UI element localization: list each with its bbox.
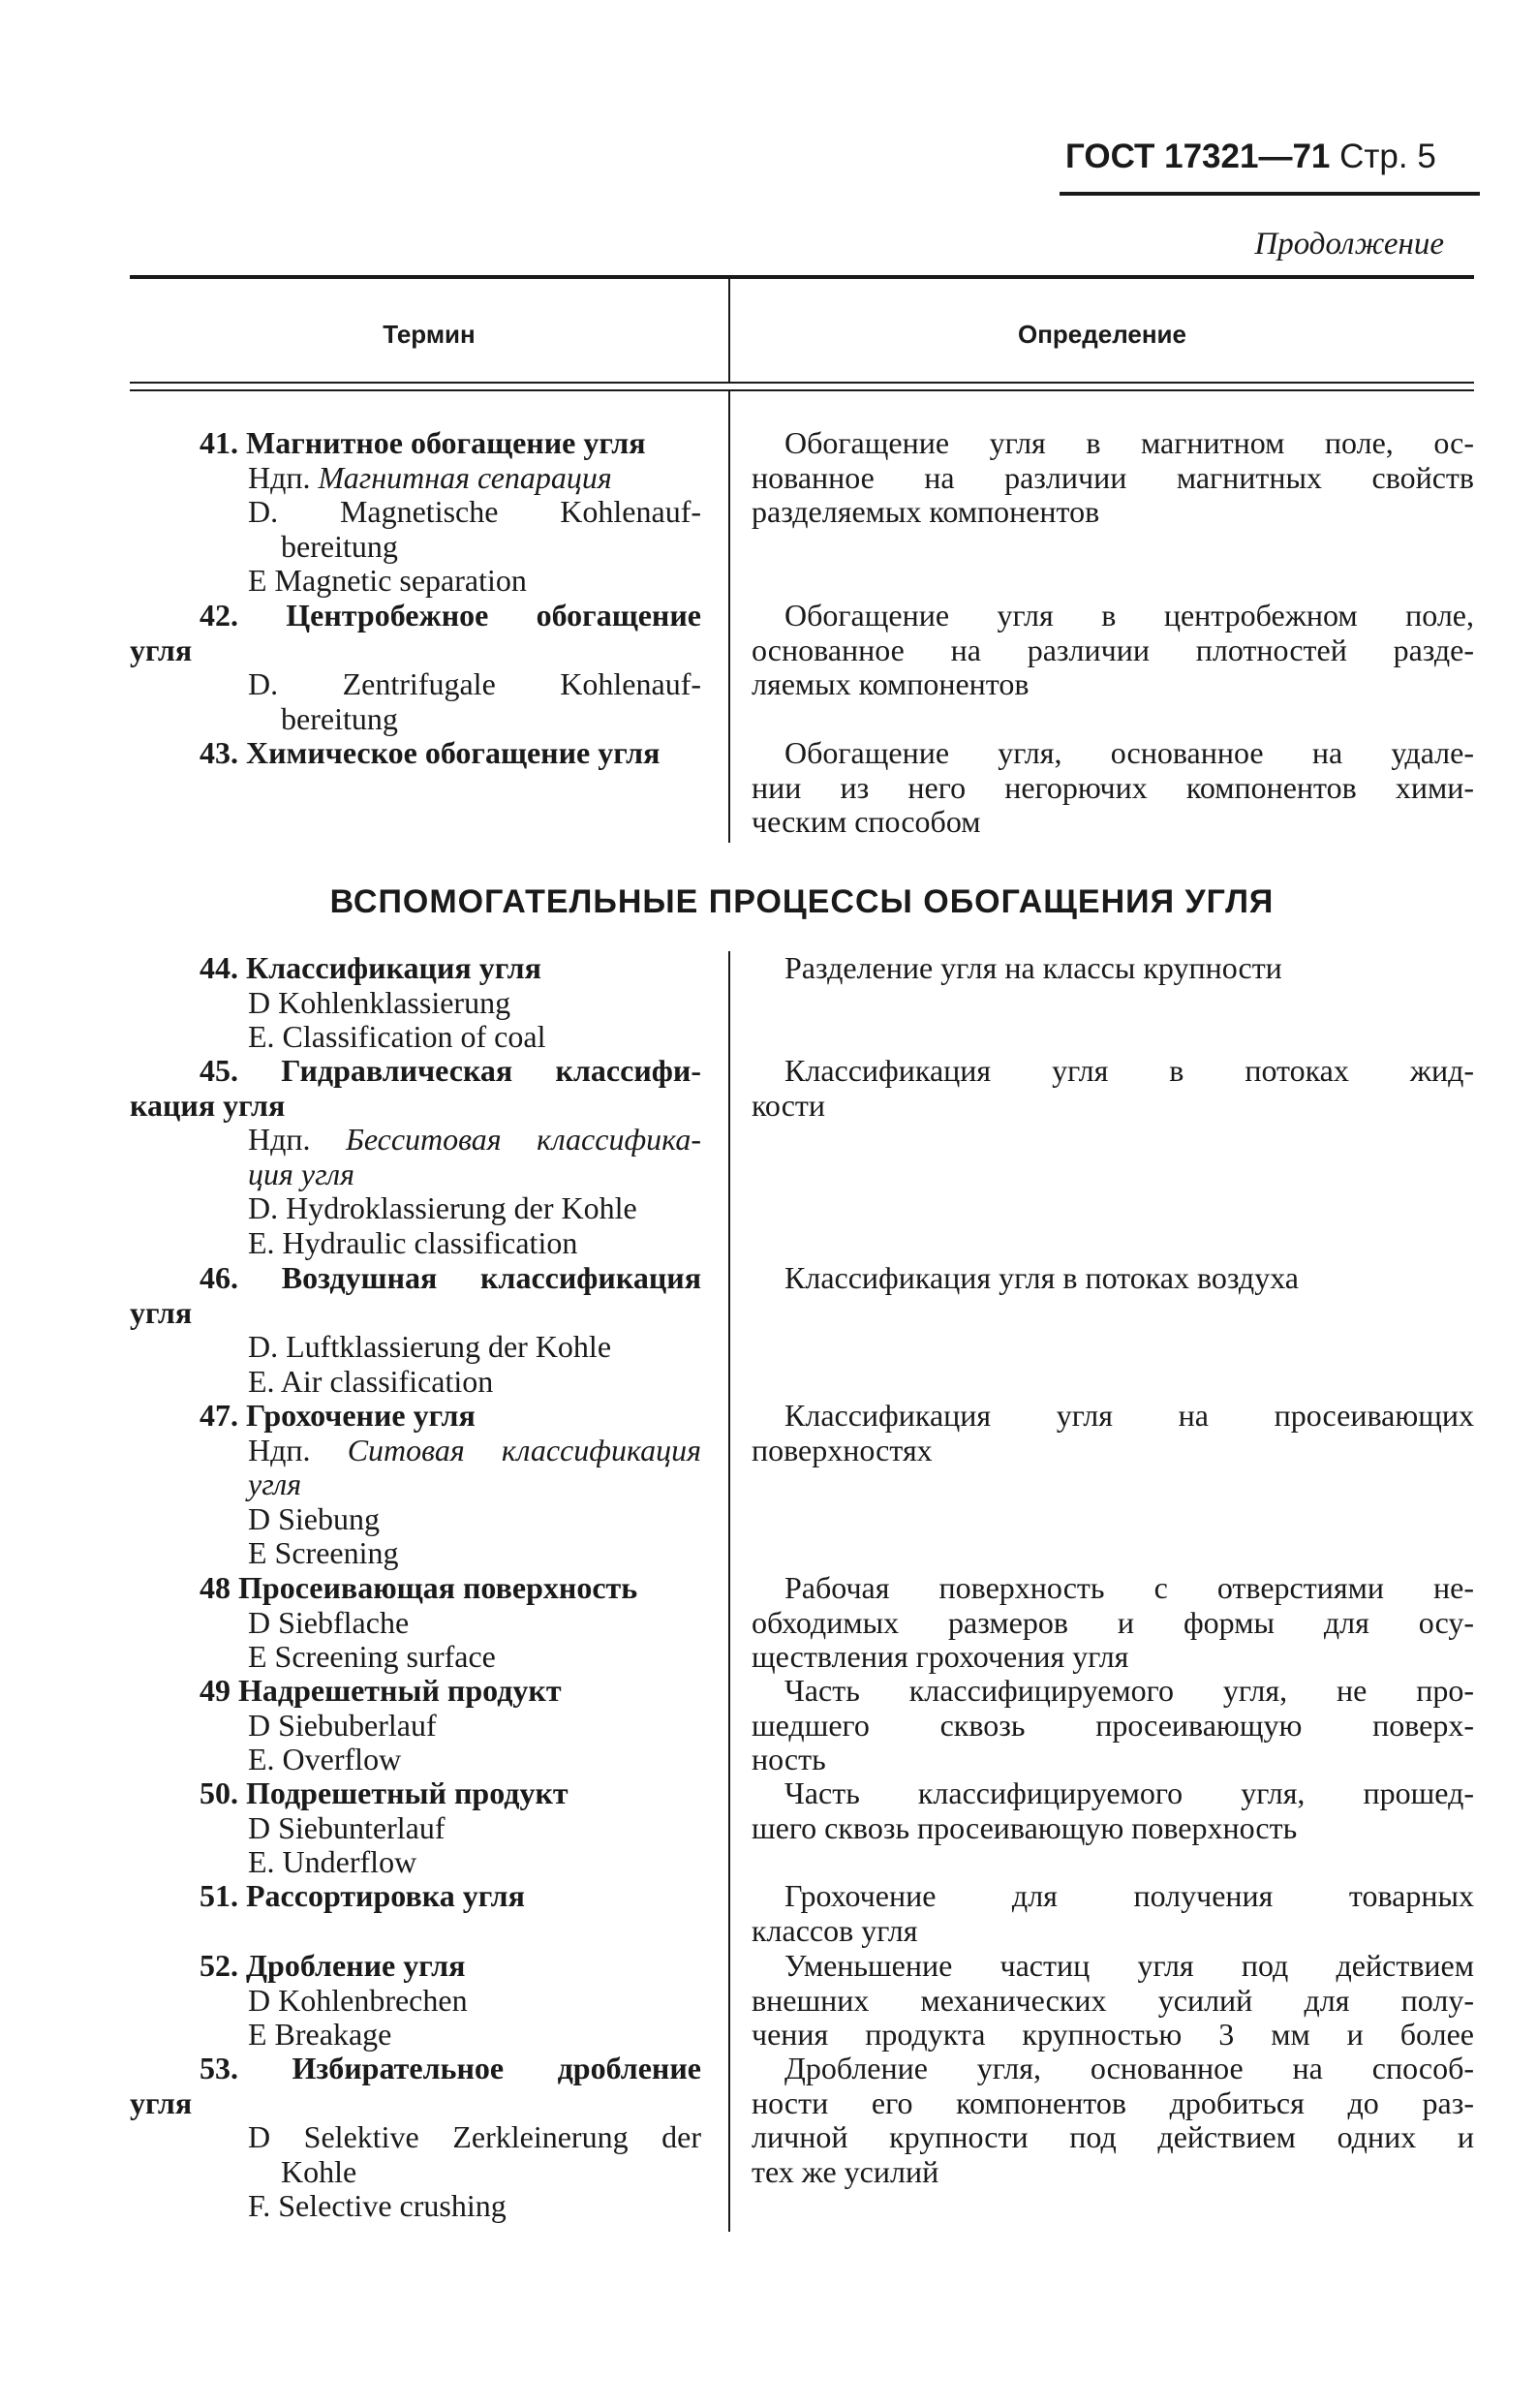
definition-53: Дробление угля, основанное на способ- ности его компонентов дробиться до раз- личной крупности под действием одних и тех же усилий: [752, 2051, 1474, 2189]
term-44: 44. Классификация угля D Kohlenklassierung E. Classification of coal: [200, 950, 546, 1054]
table-top-rule: [130, 275, 1474, 279]
definition-41: Обогащение угля в магнитном поле, ос- нованное на различии магнитных свойств разделяемых компонентов: [752, 425, 1474, 529]
column-header-term: Термин: [383, 320, 476, 349]
section-title: ВСПОМОГАТЕЛЬНЫЕ ПРОЦЕССЫ ОБОГАЩЕНИЯ УГЛЯ: [329, 883, 1275, 920]
page-header: [1065, 138, 1436, 176]
table-header-rule-1: [130, 382, 1474, 384]
header-rule: [1060, 192, 1480, 196]
definition-49: Часть классифицируемого угля, не про- шедшего сквозь просеивающую поверх- ность: [752, 1673, 1474, 1776]
definition-46: Классификация угля в потоках воздуха: [784, 1260, 1299, 1295]
definition-47: Классификация угля на просеивающих поверхностях: [752, 1398, 1474, 1467]
definition-50: Часть классифицируемого угля, прошед- шего сквозь просеивающую поверхность: [752, 1775, 1474, 1845]
term-41: 41. Магнитное обогащение угля Ндп. Магнитная сепарация D. Magnetische Kohlenauf- bereitung E Magnetic separation: [200, 425, 701, 598]
definition-43: Обогащение угля, основанное на удале- нии из него негорючих компонентов хими- ческим способом: [752, 735, 1474, 839]
term-43: 43. Химическое обогащение угля: [200, 735, 661, 770]
term-50: 50. Подрешетный продукт D Siebunterlauf E. Underflow: [200, 1775, 569, 1879]
term-52: 52. Дробление угля D Kohlenbrechen E Breakage: [200, 1948, 468, 2052]
term-53: 53. Избирательное дробление угля D Selektive Zerkleinerung der Kohle F. Selective crushing: [130, 2051, 701, 2223]
column-divider-upper: [728, 391, 730, 843]
term-49: 49 Надрешетный продукт D Siebuberlauf E. Overflow: [200, 1673, 562, 1776]
table-header-rule-2: [130, 389, 1474, 391]
term-51: 51. Рассортировка угля: [200, 1878, 525, 1913]
definition-45: Классификация угля в потоках жид- кости: [752, 1053, 1474, 1123]
column-divider-lower: [728, 951, 730, 2232]
definition-42: Обогащение угля в центробежном поле, основанное на различии плотностей разде- ляемых компонентов: [752, 598, 1474, 701]
continuation-label: Продолжение: [1254, 227, 1444, 262]
term-48: 48 Просеивающая поверхность D Siebflache E Screening surface: [200, 1570, 638, 1674]
term-45: 45. Гидравлическая классифи- кация угля Ндп. Бесситовая классифика- ция угля D. Hydroklassierung der Kohle E. Hydraulic classification: [130, 1053, 702, 1260]
definition-44: Разделение угля на классы крупности: [784, 950, 1282, 985]
standard-number: ГОСТ 17321—71: [1065, 138, 1331, 175]
page-number: Стр. 5: [1339, 138, 1436, 175]
definition-48: Рабочая поверхность с отверстиями не- обходимых размеров и формы для осу- ществления грохочения угля: [752, 1570, 1474, 1674]
term-42: 42. Центробежное обогащение угля D. Zentrifugale Kohlenauf- bereitung: [130, 598, 701, 736]
header-divider: [728, 279, 730, 382]
term-46: 46. Воздушная классификация угля D. Luftklassierung der Kohle E. Air classification: [130, 1260, 701, 1399]
definition-51: Грохочение для получения товарных классов угля: [752, 1878, 1474, 1948]
term-47: 47. Грохочение угля Ндп. Ситовая классификация угля D Siebung E Screening: [200, 1398, 702, 1570]
column-header-definition: Определение: [1017, 320, 1186, 349]
definition-52: Уменьшение частиц угля под действием внешних механических усилий для полу- чения продукта крупностью 3 мм и более: [752, 1948, 1474, 2052]
